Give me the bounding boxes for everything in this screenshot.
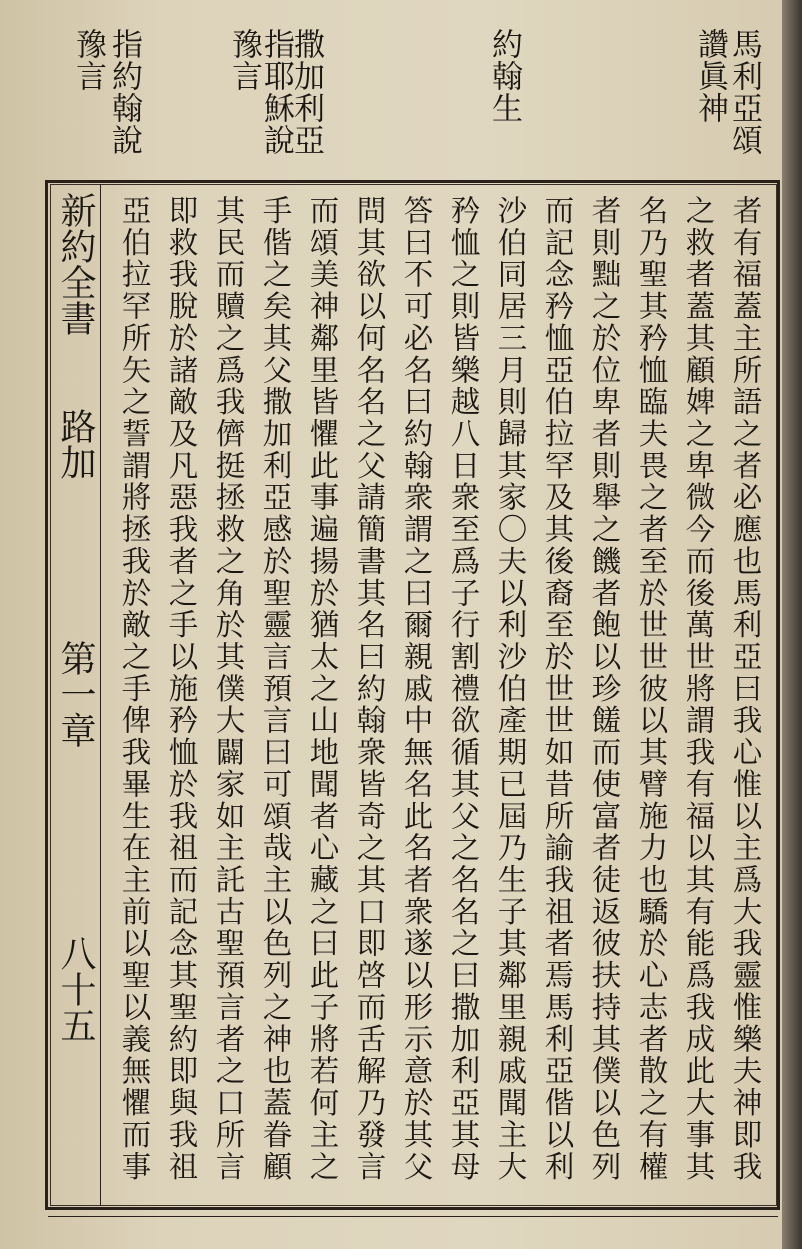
headnote-zacharias-2: 指耶穌說	[258, 28, 294, 156]
sidebar-divider	[100, 184, 101, 1206]
headnote-zacharias: 撒加利亞	[288, 28, 324, 156]
page-number: 八十五	[55, 935, 96, 1043]
text-column-9: 問其欲以何名名之父請簡書其名曰約翰衆皆奇之其口即啓而舌解乃發言	[352, 195, 387, 1183]
gospel-name: 路加	[55, 408, 96, 480]
text-column-4: 者則黜之於位卑者則舉之饑者飽以珍饈而使富者徒返彼扶持其僕以色列	[587, 195, 622, 1183]
bottom-rule	[48, 1208, 778, 1217]
text-column-14: 亞伯拉罕所矢之誓謂將拯我於敵之手俾我畢生在主前以聖以義無懼而事	[117, 195, 152, 1183]
headnote-john-prophecy: 指約翰說	[106, 28, 142, 156]
headnote-magnificat: 馬利亞頌	[726, 28, 762, 156]
text-column-2: 之救者蓋其顧婢之卑微今而後萬世將謂我有福以其有能爲我成此大事其	[681, 195, 716, 1183]
page-binding-edge	[782, 0, 802, 1249]
text-column-8: 答曰不可必名曰約翰衆謂之曰爾親戚中無名此名者衆遂以形示意於其父	[399, 195, 434, 1183]
text-column-10: 而頌美神鄰里皆懼此事遍揚於猶太之山地聞者心藏之曰此子將若何主之	[305, 195, 340, 1183]
headnote-john-prophecy-2: 豫言	[70, 28, 106, 92]
text-column-5: 而記念矜恤亞伯拉罕及其後裔至於世世如昔所諭我祖者焉馬利亞偕以利	[540, 195, 575, 1183]
book-title: 新約全書	[55, 192, 96, 336]
chapter-label: 第一章	[55, 640, 96, 748]
text-column-6: 沙伯同居三月則歸其家〇夫以利沙伯產期已屆乃生子其鄰里親戚聞主大	[493, 195, 528, 1183]
text-column-3: 名乃聖其矜恤臨夫畏之者至於世世彼以其臂施力也驕於心志者散之有權	[634, 195, 669, 1183]
headnote-zacharias-3: 豫言	[226, 28, 262, 92]
text-column-12: 其民而贖之爲我儕挺拯救之角於其僕大闢家如主託古聖預言者之口所言	[211, 195, 246, 1183]
text-column-11: 手偕之矣其父撒加利亞感於聖靈言預言曰可頌哉主以色列之神也蓋眷顧	[258, 195, 293, 1183]
text-column-7: 矜恤之則皆樂越八日衆至爲子行割禮欲循其父之名名之曰撒加利亞其母	[446, 195, 481, 1183]
text-column-1: 者有福蓋主所語之者必應也馬利亞曰我心惟以主爲大我靈惟樂夫神即我	[728, 195, 763, 1183]
headnote-magnificat-2: 讚眞神	[692, 28, 728, 124]
headnote-john-born: 約翰生	[486, 28, 522, 124]
text-column-13: 即救我脫於諸敵及凡惡我者之手以施矜恤於我祖而記念其聖約即與我祖	[164, 195, 199, 1183]
